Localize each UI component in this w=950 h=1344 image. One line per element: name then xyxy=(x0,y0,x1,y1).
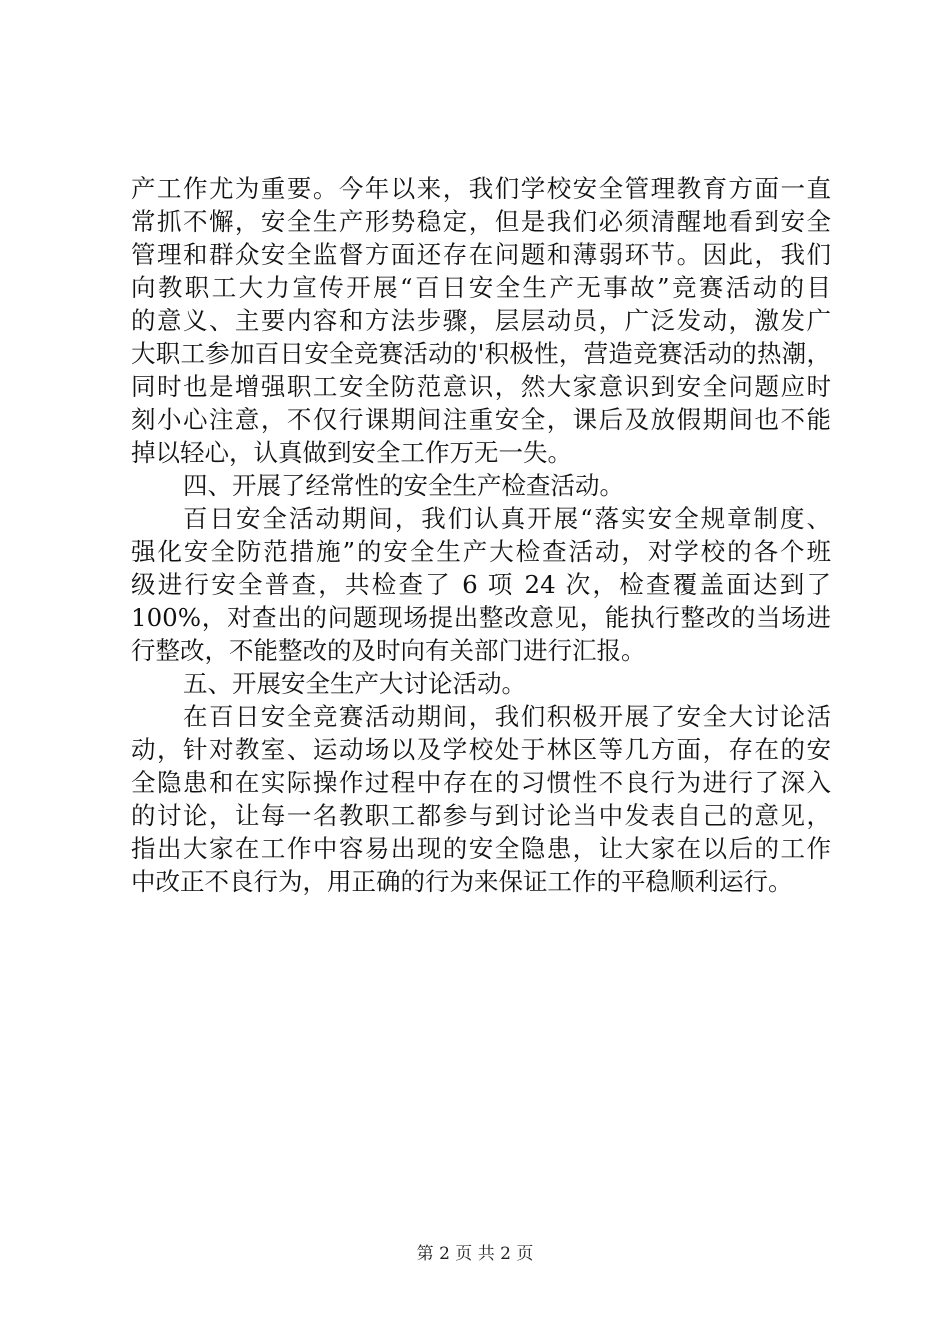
text-line: 行整改，不能整改的及时向有关部门进行汇报。 xyxy=(131,636,646,665)
text-line: 指出大家在工作中容易出现的安全隐患，让大家在以后的工作 xyxy=(131,834,831,863)
text-line: 100%，对查出的问题现场提出整改意见，能执行整改的当场进 xyxy=(131,603,831,632)
text-line: 的意义、主要内容和方法步骤，层层动员，广泛发动，激发广 xyxy=(131,306,831,335)
section-heading: 五、开展安全生产大讨论活动。 xyxy=(183,669,526,698)
text-line: 在百日安全竞赛活动期间，我们积极开展了安全大讨论活 xyxy=(183,702,831,731)
text-line: 掉以轻心，认真做到安全工作万无一失。 xyxy=(131,438,572,467)
text-line: 全隐患和在实际操作过程中存在的习惯性不良行为进行了深入 xyxy=(131,768,831,797)
text-line: 向教职工大力宣传开展“百日安全生产无事故”竞赛活动的目 xyxy=(131,273,831,302)
text-line: 同时也是增强职工安全防范意识，然大家意识到安全问题应时 xyxy=(131,372,831,401)
text-line: 刻小心注意，不仅行课期间注重安全，课后及放假期间也不能 xyxy=(131,405,831,434)
text-line: 的讨论，让每一名教职工都参与到讨论当中发表自己的意见， xyxy=(131,801,831,830)
text-line: 产工作尤为重要。今年以来，我们学校安全管理教育方面一直 xyxy=(131,174,831,203)
text-line: 强化安全防范措施”的安全生产大检查活动，对学校的各个班 xyxy=(131,537,831,566)
text-line: 管理和群众安全监督方面还存在问题和薄弱环节。因此，我们 xyxy=(131,240,831,269)
section-heading: 四、开展了经常性的安全生产检查活动。 xyxy=(183,471,624,500)
text-line: 级进行安全普查，共检查了 6 项 24 次，检查覆盖面达到了 xyxy=(131,570,831,599)
page-footer: 第 2 页 共 2 页 xyxy=(416,1244,534,1264)
text-line: 中改正不良行为，用正确的行为来保证工作的平稳顺利运行。 xyxy=(131,867,793,896)
text-line: 常抓不懈，安全生产形势稳定，但是我们必须清醒地看到安全 xyxy=(131,207,831,236)
document-body xyxy=(131,172,831,898)
text-line: 大职工参加百日安全竞赛活动的'积极性，营造竞赛活动的热潮， xyxy=(131,339,831,368)
text-line: 百日安全活动期间，我们认真开展“落实安全规章制度、 xyxy=(183,504,831,533)
text-line: 动，针对教室、运动场以及学校处于林区等几方面，存在的安 xyxy=(131,735,831,764)
